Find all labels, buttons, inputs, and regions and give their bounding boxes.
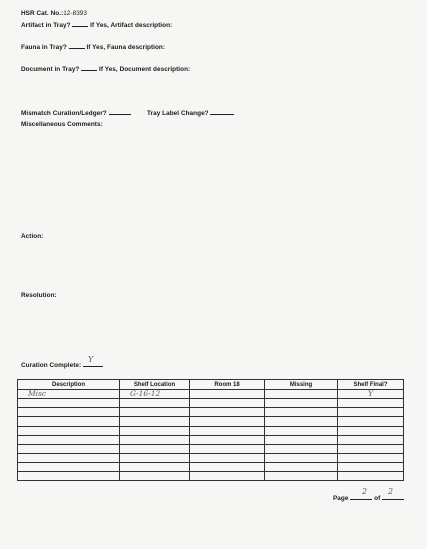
- table-cell: [120, 408, 190, 417]
- table-cell: [190, 444, 265, 453]
- page-number-handwritten: 2: [362, 487, 368, 496]
- table-cell: [265, 472, 338, 481]
- tray-label-change-question: [147, 108, 234, 117]
- table-cell: [265, 390, 338, 399]
- table-cell: [120, 435, 190, 444]
- table-cell: [18, 435, 120, 444]
- mismatch-answer-blank: [109, 108, 131, 115]
- table-cell: [190, 435, 265, 444]
- catalog-number-label: HSR Cat. No.:: [21, 10, 64, 17]
- table-cell: [190, 472, 265, 481]
- col-missing-header: Missing: [265, 380, 338, 390]
- curation-table: [17, 379, 404, 481]
- table-row: [18, 472, 404, 481]
- table-cell: [338, 408, 404, 417]
- table-cell: [18, 399, 120, 408]
- table-row: [18, 435, 404, 444]
- document-answer-blank: [81, 64, 97, 71]
- table-cell: [338, 462, 404, 471]
- fauna-question: [21, 42, 165, 51]
- table-cell: [190, 408, 265, 417]
- table-row: [18, 417, 404, 426]
- col-shelf-final-header: Shelf Final?: [338, 380, 404, 390]
- table-cell: [120, 426, 190, 435]
- table-cell: [18, 453, 120, 462]
- artifact-description-label: If Yes, Artifact description:: [90, 22, 173, 29]
- table-cell: [190, 390, 265, 399]
- table-row: [18, 426, 404, 435]
- fauna-label: Fauna in Tray?: [21, 44, 67, 51]
- table-cell: [120, 453, 190, 462]
- table-row: [18, 444, 404, 453]
- col-shelf-location-header: Shelf Location: [120, 380, 190, 390]
- table-row: [18, 399, 404, 408]
- table-cell: G-16-12: [120, 390, 190, 399]
- table-cell: [18, 408, 120, 417]
- table-cell: [265, 453, 338, 462]
- fauna-answer-blank: [69, 42, 85, 49]
- table-row: [18, 453, 404, 462]
- artifact-question: [21, 20, 172, 29]
- table-cell: [190, 399, 265, 408]
- curation-complete-label: Curation Complete:: [21, 362, 82, 369]
- table-cell: [338, 426, 404, 435]
- fauna-description-label: If Yes, Fauna description:: [86, 44, 166, 51]
- page-number-row: [333, 493, 404, 502]
- document-description-label: If Yes, Document description:: [99, 66, 191, 73]
- artifact-label: Artifact in Tray?: [21, 22, 71, 29]
- table-row: [18, 462, 404, 471]
- table-cell: [190, 453, 265, 462]
- table-cell: [190, 417, 265, 426]
- table-cell: [120, 399, 190, 408]
- catalog-number-row: [21, 11, 87, 17]
- table-row: [18, 390, 404, 399]
- mismatch-label: Mismatch Curation/Ledger?: [21, 110, 107, 117]
- tray-label-change-blank: [210, 108, 234, 115]
- table-cell: [265, 462, 338, 471]
- mismatch-question: [21, 108, 131, 117]
- col-room-18-header: Room 18: [190, 380, 265, 390]
- table-cell: Y: [338, 390, 404, 399]
- table-cell: [265, 408, 338, 417]
- table-cell: [120, 444, 190, 453]
- col-description-header: Description: [18, 380, 120, 390]
- table-cell: [338, 444, 404, 453]
- table-cell: [265, 444, 338, 453]
- document-question: [21, 64, 190, 73]
- document-label: Document in Tray?: [21, 66, 80, 73]
- artifact-answer-blank: [72, 20, 88, 27]
- table-cell: [18, 426, 120, 435]
- tray-label-change-label: Tray Label Change?: [147, 110, 209, 117]
- table-cell: [18, 417, 120, 426]
- page-total-blank: [382, 493, 404, 500]
- table-cell: [18, 472, 120, 481]
- table-cell: [18, 462, 120, 471]
- table-cell: [338, 472, 404, 481]
- table-cell: [265, 417, 338, 426]
- table-cell: [338, 453, 404, 462]
- table-cell: [190, 462, 265, 471]
- table-row: [18, 408, 404, 417]
- table-cell: [338, 417, 404, 426]
- table-cell: [265, 399, 338, 408]
- catalog-number-value: 12-8393: [63, 10, 88, 17]
- table-cell: [120, 462, 190, 471]
- table-cell: [265, 435, 338, 444]
- table-cell: [120, 417, 190, 426]
- resolution-label: Resolution:: [21, 292, 57, 299]
- table-cell: Misc: [18, 390, 120, 399]
- action-label: Action:: [21, 233, 44, 240]
- curation-complete-handwritten: Y: [88, 355, 94, 364]
- table-cell: [190, 426, 265, 435]
- table-header-row: [18, 380, 404, 390]
- misc-comments-label: Miscellaneous Comments:: [21, 121, 103, 128]
- table-cell: [338, 399, 404, 408]
- table-cell: [18, 444, 120, 453]
- table-cell: [265, 426, 338, 435]
- table-cell: [120, 472, 190, 481]
- page-total-handwritten: 2: [388, 487, 394, 496]
- page-label: Page: [333, 495, 349, 502]
- table-cell: [338, 435, 404, 444]
- of-label: of: [374, 495, 381, 502]
